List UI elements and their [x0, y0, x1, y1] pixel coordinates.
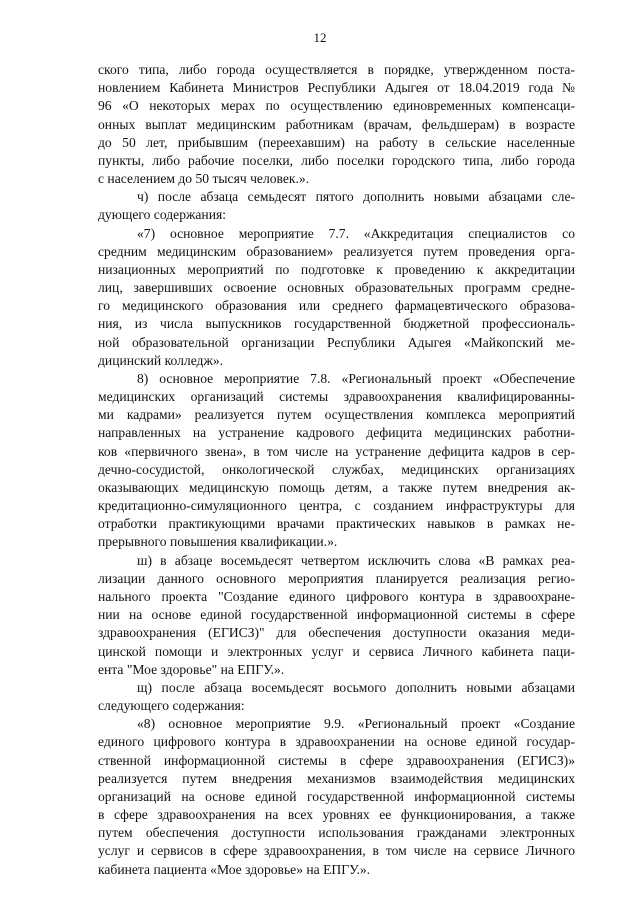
text-line: лиц, завершивших освоение основных образовательных программ средне- — [98, 280, 575, 296]
text-line: направленных на устранение кадрового дефицита медицинских работни- — [98, 425, 575, 441]
text-line: новлением Кабинета Министров Республики Адыгея от 18.04.2019 года № — [98, 80, 575, 96]
text-line: единого цифрового контура в здравоохранении на основе единой государ- — [98, 734, 575, 750]
text-line: дующего содержания: — [98, 207, 226, 223]
text-line: отработки практикующими врачами практических навыков в рамках не- — [98, 516, 575, 532]
text-line: ского типа, либо города осуществляется в порядке, утвержденном поста- — [98, 62, 575, 77]
text-line: кабинета пациента «Мое здоровье» на ЕПГУ.». — [98, 861, 371, 877]
text-line: ента "Мое здоровье" на ЕПГУ.». — [98, 661, 285, 677]
text-line: в сфере здравоохранения на всех уровнях ее функционирования, а также — [98, 807, 575, 823]
text-line: низационных мероприятий по подготовке к проведению к аккредитации — [98, 261, 575, 277]
text-line: до 50 лет, прибывшим (переехавшим) на работу в сельские населенные — [98, 134, 575, 150]
text-line: оказывающих медицинскую помощь детям, а также путем внедрения ак- — [98, 479, 575, 495]
text-line: 96 «О некоторых мерах по осуществлению единовременных компенсаци- — [98, 98, 575, 114]
text-line: щ) после абзаца восемьдесят восьмого дополнить новыми абзацами — [137, 679, 575, 695]
text-line: 8) основное мероприятие 7.8. «Региональный проект «Обеспечение — [137, 370, 575, 386]
text-line: лизации данного основного мероприятия планируется реализация регио- — [98, 570, 575, 586]
text-line: ния, из числа выпускников государственной бюджетной профессиональ- — [98, 316, 575, 332]
text-line: ков «первичного звена», в том числе на устранение дефицита кадров в сер- — [98, 443, 575, 459]
document-body — [98, 61, 575, 879]
text-line: кредитационно-симуляционного центра, с созданием инфраструктуры для — [98, 498, 575, 514]
page-number: 12 — [313, 30, 327, 45]
text-line: средним медицинским образованием» реализуется путем проведения орга- — [98, 243, 575, 259]
text-line: дицинский колледж». — [98, 352, 224, 368]
text-line: ш) в абзаце восемьдесят четвертом исключить слова «В рамках реа- — [137, 552, 575, 568]
text-line: здравоохранения (ЕГИСЗ)" для обеспечения доступности оказания меди- — [98, 625, 575, 641]
text-line: организаций на основе единой государственной информационной системы — [98, 788, 575, 804]
text-line: нии на основе единой государственной информационной системы в сфере — [98, 607, 575, 623]
text-line: «8) основное мероприятие 9.9. «Региональный проект «Создание — [137, 716, 575, 732]
text-line: цинской помощи и электронных услуг и сервиса Личного кабинета паци- — [98, 643, 575, 659]
text-line: прерывного повышения квалификации.». — [98, 534, 338, 550]
text-line: ми кадрами» реализуется путем осуществления комплекса мероприятий — [98, 407, 575, 423]
text-line: дечно-сосудистой, онкологической службах, медицинских организациях — [98, 461, 575, 477]
text-line: нального проекта "Создание единого цифрового контура в здравоохране- — [98, 588, 575, 604]
text-line: реализуется путем внедрения механизмов взаимодействия медицинских — [98, 770, 575, 786]
text-line: с населением до 50 тысяч человек.». — [98, 171, 310, 187]
text-line: услуг и сервисов в сфере здравоохранения, в том числе на сервисе Личного — [98, 843, 575, 859]
text-line: следующего содержания: — [98, 698, 245, 714]
text-line: онных выплат медицинским работникам (врачам, фельдшерам) в возрасте — [98, 116, 575, 132]
text-line: «7) основное мероприятие 7.7. «Аккредитация специалистов со — [137, 225, 575, 241]
text-line: ственной информационной системы в сфере здравоохранения (ЕГИСЗ)» — [98, 752, 575, 768]
text-line: медицинских организаций системы здравоохранения квалифицированны- — [98, 389, 575, 405]
text-line: ной образовательной организации Республики Адыгея «Майкопский ме- — [98, 334, 575, 350]
text-line: путем обеспечения доступности использования гражданами электронных — [98, 825, 575, 841]
text-line: го медицинского образования или среднего фармацевтического образова- — [98, 298, 575, 314]
text-line: ч) после абзаца семьдесят пятого дополнить новыми абзацами сле- — [137, 189, 575, 205]
text-line: пункты, либо рабочие поселки, либо поселки городского типа, либо города — [98, 152, 575, 168]
